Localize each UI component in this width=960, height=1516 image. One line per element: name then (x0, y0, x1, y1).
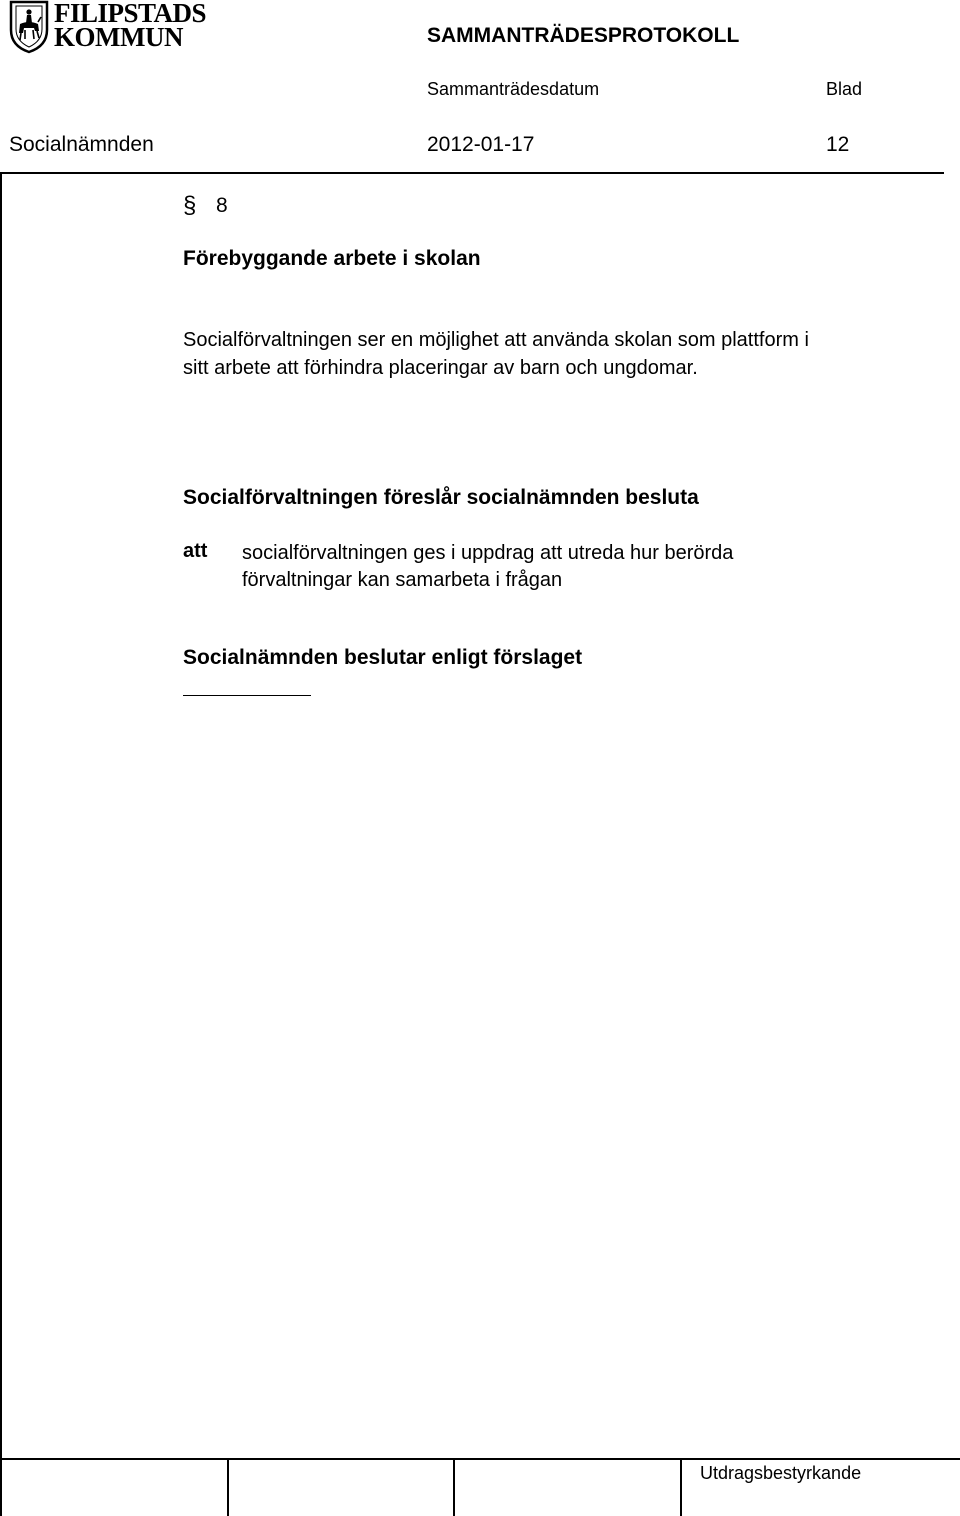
header-divider (0, 172, 944, 174)
meeting-date: 2012-01-17 (427, 133, 535, 156)
body-line: sitt arbete att förhindra placeringar av barn och ungdomar. (183, 357, 698, 379)
att-clause-text (242, 540, 932, 594)
footer-signature-box-divider (227, 1458, 229, 1516)
committee-name: Socialnämnden (9, 133, 154, 156)
municipality-logo (8, 0, 218, 56)
paragraph-number: 8 (216, 194, 228, 217)
left-margin-rule (0, 172, 2, 1512)
proposal-heading: Socialförvaltningen föreslår socialnämnden besluta (183, 486, 699, 509)
page-number: 12 (826, 133, 850, 156)
att-clause-label: att (183, 540, 208, 562)
section-end-rule (183, 695, 311, 696)
footer-divider (0, 1458, 960, 1460)
document-type: SAMMANTRÄDESPROTOKOLL (427, 24, 740, 47)
decision-statement: Socialnämnden beslutar enligt förslaget (183, 646, 583, 669)
att-clause-line: socialförvaltningen ges i uppdrag att utreda hur berörda (242, 542, 734, 564)
footer-certification-label: Utdragsbestyrkande (700, 1463, 862, 1483)
footer-signature-box-divider (680, 1458, 682, 1516)
logo-text-filipstads: FILIPSTADS (54, 0, 207, 28)
body-line: Socialförvaltningen ser en möjlighet att använda skolan som plattform i (183, 329, 809, 351)
meeting-date-label: Sammanträdesdatum (427, 79, 600, 99)
footer-signature-box-divider (453, 1458, 455, 1516)
municipal-crest-icon (8, 0, 50, 54)
paragraph-symbol: § (183, 192, 197, 219)
logo-text-kommun: KOMMUN (54, 22, 183, 52)
section-title: Förebyggande arbete i skolan (183, 247, 481, 270)
body-paragraph (183, 326, 923, 382)
footer-signature-box-divider (0, 1458, 2, 1516)
att-clause-line: förvaltningar kan samarbeta i frågan (242, 569, 563, 591)
page-label: Blad (826, 79, 863, 99)
